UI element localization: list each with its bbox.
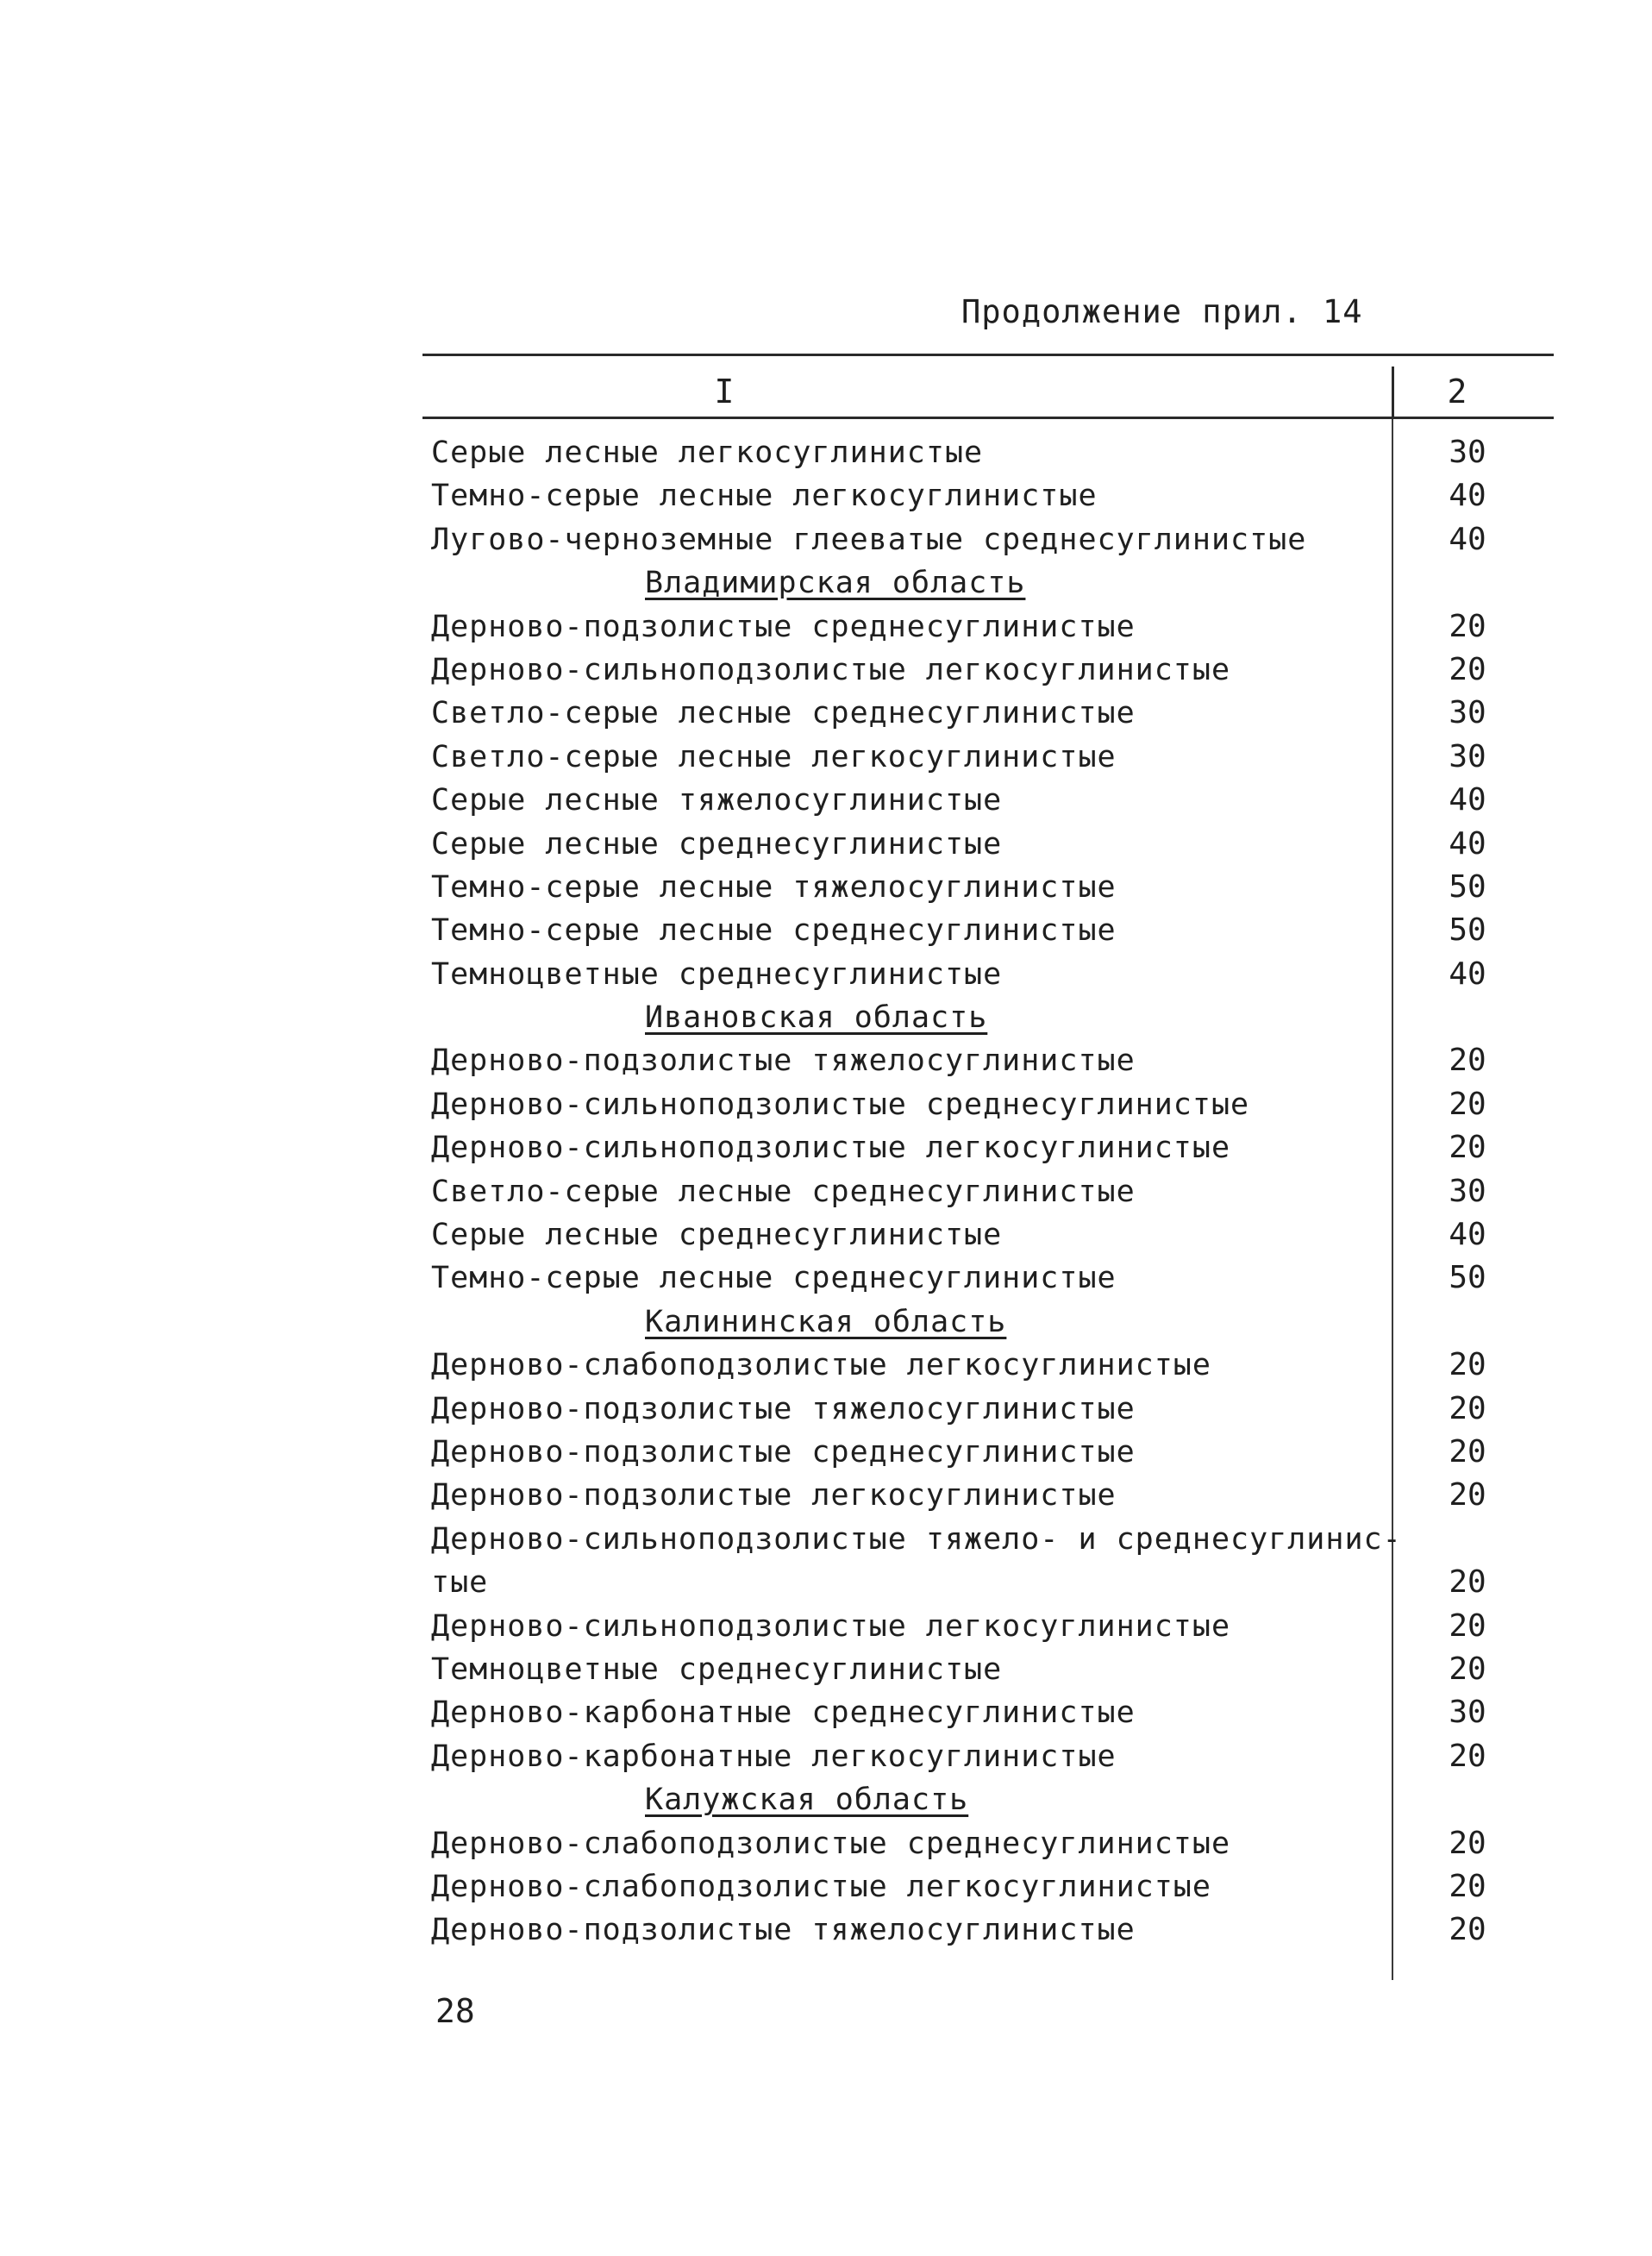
table-row: [422, 518, 1561, 561]
table-row: [422, 779, 1561, 822]
row-value: 40: [1449, 521, 1486, 557]
row-value: 20: [1449, 1651, 1486, 1687]
table-row: [422, 605, 1561, 649]
soil-name: Дерново-слабоподзолистые легкосуглинистые: [431, 1869, 1211, 1904]
table-row: [422, 1431, 1561, 1474]
soil-name: Серые лесные тяжелосуглинистые: [431, 783, 1003, 818]
table-row: [422, 1735, 1561, 1778]
soil-name: Дерново-слабоподзолистые среднесуглинистые: [431, 1826, 1231, 1861]
table-row: [422, 1388, 1561, 1431]
table-row: [422, 866, 1561, 909]
row-value: 20: [1449, 1347, 1486, 1383]
header-bottom-rule: [422, 417, 1554, 419]
table-row: [422, 1474, 1561, 1517]
soil-name: Дерново-подзолистые легкосуглинистые: [431, 1478, 1117, 1513]
region-name: Ивановская область: [645, 1000, 988, 1036]
row-value: 20: [1449, 1086, 1486, 1122]
soil-name: Лугово-черноземные глееватые среднесуглинистые: [431, 522, 1307, 557]
table-row: [422, 1865, 1561, 1908]
row-value: 30: [1449, 738, 1486, 774]
table-row: [422, 692, 1561, 735]
soil-name: Дерново-подзолистые тяжелосуглинистые: [431, 1913, 1136, 1948]
row-value: 20: [1449, 1477, 1486, 1513]
table-row: [422, 953, 1561, 996]
row-value: 40: [1449, 956, 1486, 992]
table-row: [422, 1213, 1561, 1256]
soil-name: Дерново-сильноподзолистые среднесуглинистые: [431, 1087, 1250, 1122]
row-value: 20: [1449, 1738, 1486, 1774]
table-row: [422, 474, 1561, 517]
soil-name: Дерново-подзолистые тяжелосуглинистые: [431, 1391, 1136, 1426]
soil-name: Дерново-сильноподзолистые легкосуглинистые: [431, 652, 1231, 687]
soil-name: Дерново-карбонатные легкосуглинистые: [431, 1739, 1117, 1774]
table-row: [422, 1256, 1561, 1300]
table-row: [422, 1561, 1561, 1604]
table-row: [422, 1691, 1561, 1734]
column-header-divider: [1392, 367, 1394, 417]
column-header-1: I: [714, 373, 735, 410]
table-row: [422, 736, 1561, 779]
row-value: 20: [1449, 608, 1486, 644]
soil-name: Серые лесные среднесуглинистые: [431, 1218, 1003, 1253]
soil-name: Дерново-подзолистые среднесуглинистые: [431, 609, 1136, 644]
table-top-rule: [422, 354, 1554, 356]
row-value: 20: [1449, 1130, 1486, 1166]
row-value: 20: [1449, 1564, 1486, 1601]
table-row: [422, 1605, 1561, 1648]
row-value: 50: [1449, 912, 1486, 949]
row-value: 20: [1449, 1043, 1486, 1079]
soil-name: тые: [431, 1565, 489, 1601]
row-value: 50: [1449, 1260, 1486, 1296]
row-value: 40: [1449, 478, 1486, 514]
row-value: 30: [1449, 1695, 1486, 1731]
soil-name: Дерново-карбонатные среднесуглинистые: [431, 1695, 1136, 1731]
row-value: 30: [1449, 1173, 1486, 1209]
row-value: 40: [1449, 782, 1486, 818]
table-row: [422, 1083, 1561, 1126]
soil-name: Дерново-подзолистые тяжелосуглинистые: [431, 1043, 1136, 1079]
row-value: 50: [1449, 868, 1486, 905]
soil-name: Дерново-слабоподзолистые легкосуглинистые: [431, 1348, 1211, 1383]
table-row: [422, 1170, 1561, 1213]
table-row: [422, 1908, 1561, 1952]
row-value: 20: [1449, 651, 1486, 687]
soil-name: Темно-серые лесные среднесуглинистые: [431, 1261, 1117, 1296]
column-header-2: 2: [1447, 373, 1467, 410]
table-row: [422, 431, 1561, 474]
soil-name: Темноцветные среднесуглинистые: [431, 1651, 1003, 1687]
table-row: [422, 1344, 1561, 1387]
soil-name: Светло-серые лесные легкосуглинистые: [431, 739, 1117, 774]
soil-name: Светло-серые лесные среднесуглинистые: [431, 1174, 1136, 1209]
page-header: Продолжение прил. 14: [961, 293, 1363, 330]
row-value: 30: [1449, 695, 1486, 731]
soil-name: Светло-серые лесные среднесуглинистые: [431, 696, 1136, 731]
soil-name: Темно-серые лесные среднесуглинистые: [431, 913, 1117, 949]
row-value: 20: [1449, 1912, 1486, 1948]
row-value: 20: [1449, 1433, 1486, 1470]
region-name: Калининская область: [645, 1304, 1007, 1339]
row-value: 40: [1449, 825, 1486, 862]
table-row: [422, 1126, 1561, 1169]
page-number: 28: [435, 1992, 475, 2030]
row-value: 30: [1449, 435, 1486, 470]
table-row: [422, 823, 1561, 866]
table-body: [422, 431, 1561, 1952]
region-name: Калужская область: [645, 1783, 969, 1818]
soil-name: Темно-серые лесные тяжелосуглинистые: [431, 869, 1117, 905]
row-value: 20: [1449, 1390, 1486, 1426]
soil-name: Темноцветные среднесуглинистые: [431, 956, 1003, 992]
soil-name: Дерново-сильноподзолистые тяжело- и среднесуглинис-: [431, 1521, 1402, 1557]
soil-name: Дерново-сильноподзолистые легкосуглинистые: [431, 1608, 1231, 1644]
region-name: Владимирская область: [645, 566, 1026, 601]
region-heading: [422, 561, 1561, 605]
row-value: 20: [1449, 1607, 1486, 1644]
soil-name: Серые лесные легкосуглинистые: [431, 436, 984, 470]
region-heading: [422, 1778, 1561, 1821]
region-heading: [422, 1300, 1561, 1344]
table-row: [422, 1648, 1561, 1691]
soil-name: Дерново-сильноподзолистые легкосуглинистые: [431, 1131, 1231, 1166]
row-value: 40: [1449, 1217, 1486, 1253]
table-row: [422, 649, 1561, 692]
soil-name: Серые лесные среднесуглинистые: [431, 826, 1003, 862]
soil-name: Темно-серые лесные легкосуглинистые: [431, 479, 1098, 514]
table-row: [422, 1518, 1561, 1561]
soil-name: Дерново-подзолистые среднесуглинистые: [431, 1434, 1136, 1470]
table-row: [422, 1822, 1561, 1865]
table-row: [422, 1039, 1561, 1082]
table-row: [422, 909, 1561, 952]
row-value: 20: [1449, 1868, 1486, 1904]
row-value: 20: [1449, 1825, 1486, 1861]
region-heading: [422, 996, 1561, 1039]
